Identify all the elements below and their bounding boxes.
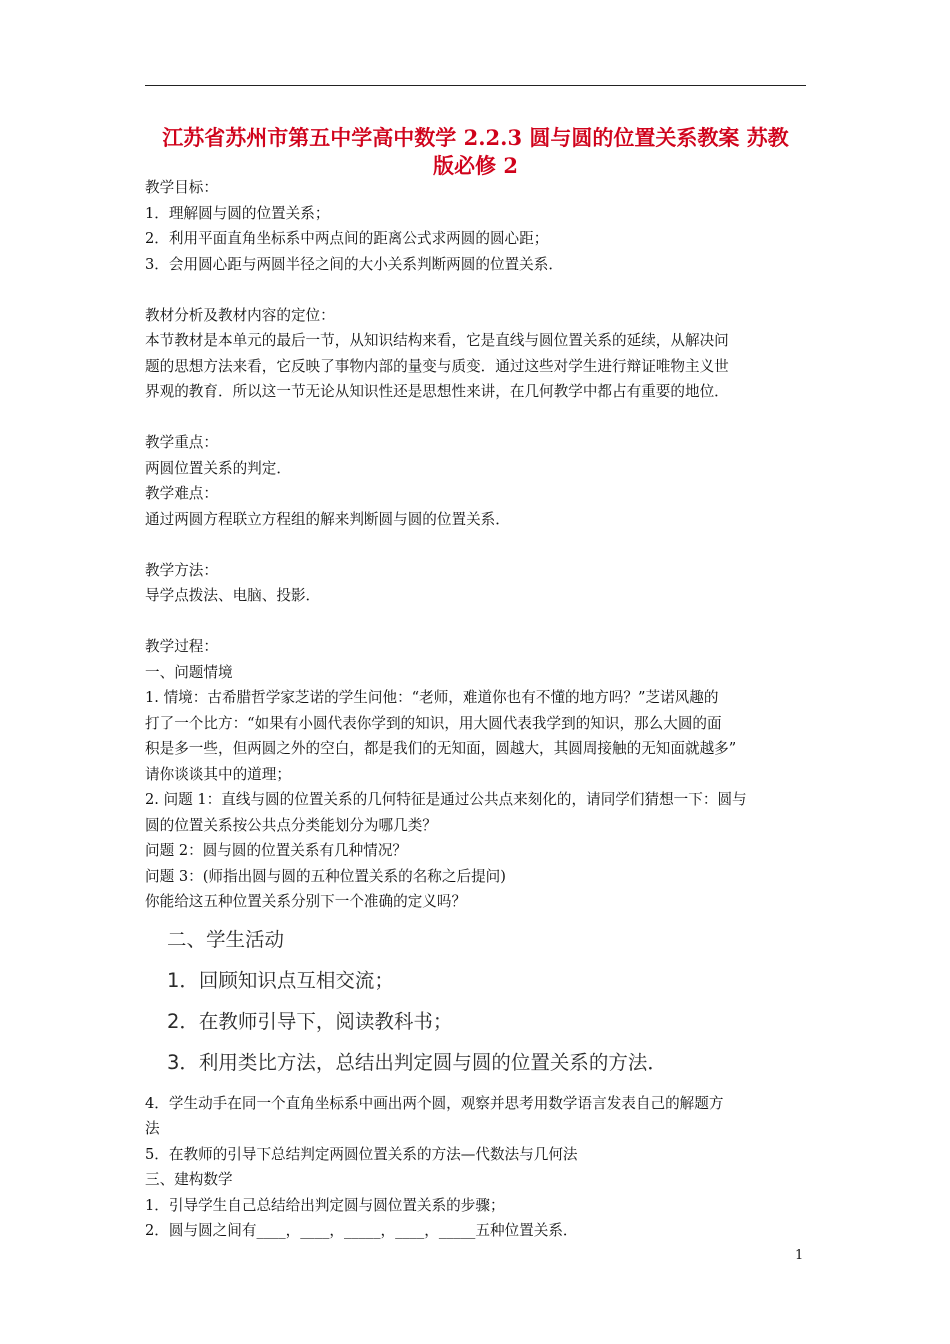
paragraph-line: 问题 3：(师指出圆与圆的五种位置关系的名称之后提问) xyxy=(145,867,506,885)
paragraph-line: 4．学生动手在同一个直角坐标系中画出两个圆，观察并思考用数学语言发表自己的解题方 xyxy=(145,1094,724,1112)
blank-line xyxy=(145,277,806,303)
paragraph-line: 你能给这五种位置关系分别下一个准确的定义吗？ xyxy=(145,893,467,910)
objective-item: 1．理解圆与圆的位置关系； xyxy=(145,204,330,222)
paragraph-line: 圆的位置关系按公共点分类能划分为哪几类？ xyxy=(145,816,437,834)
paragraph-line: 导学点拨法、电脑、投影． xyxy=(145,587,321,604)
student-activity-item: 3．利用类比方法，总结出判定圆与圆的位置关系的方法． xyxy=(167,1050,667,1074)
blank-line xyxy=(145,609,806,635)
paragraph-line: 积是多一些，但两圆之外的空白，都是我们的无知面，圆越大，其圆周接触的无知面就越多” xyxy=(145,740,737,757)
objective-item: 2．利用平面直角坐标系中两点间的距离公式求两圆的圆心距； xyxy=(145,230,549,247)
objective-item: 3．会用圆心距与两圆半径之间的大小关系判断两圆的位置关系． xyxy=(145,255,563,273)
paragraph-line: 5．在教师的引导下总结判定两圆位置关系的方法—代数法与几何法 xyxy=(145,1145,578,1163)
document-title xyxy=(145,124,806,180)
header-rule xyxy=(145,85,806,86)
title-line-1: 江苏省苏州市第五中学高中数学 2.2.3 圆与圆的位置关系教案 苏教 xyxy=(162,125,789,150)
student-activity-item: 2．在教师引导下，阅读教科书； xyxy=(167,1009,453,1033)
section-heading-methods: 教学方法： xyxy=(145,561,218,579)
subsection-heading: 三、建构数学 xyxy=(145,1171,233,1188)
section-heading-key-point: 教学重点： xyxy=(145,434,218,451)
subsection-heading: 一、问题情境 xyxy=(145,663,233,681)
paragraph-line: 两圆位置关系的判定． xyxy=(145,459,291,477)
paragraph-line: 2. 问题 1：直线与圆的位置关系的几何特征是通过公共点来刻化的，请同学们猜想一下：圆与 xyxy=(145,791,747,808)
paragraph-line: 法 xyxy=(145,1120,160,1137)
paragraph-line: 问题 2：圆与圆的位置关系有几种情况？ xyxy=(145,842,408,859)
blank-line xyxy=(145,532,806,558)
paragraph-line: 本节教材是本单元的最后一节，从知识结构来看，它是直线与圆位置关系的延续，从解决问 xyxy=(145,332,729,349)
blank-line xyxy=(145,405,806,431)
paragraph-line: 请你谈谈其中的道理； xyxy=(145,765,291,783)
paragraph-line: 1. 情境：古希腊哲学家芝诺的学生问他：“老师，难道你也有不懂的地方吗？”芝诺风趣的 xyxy=(145,689,719,706)
document-body xyxy=(145,175,806,1244)
title-line-2: 版必修 2 xyxy=(433,153,518,178)
paragraph-line: 2．圆与圆之间有____，____，_____，____，_____五种位置关系． xyxy=(145,1222,578,1239)
section-heading-objectives: 教学目标： xyxy=(145,179,218,196)
student-activity-heading: 二、学生活动 xyxy=(167,927,285,951)
paragraph-line: 打了一个比方：“如果有小圆代表你学到的知识，用大圆代表我学到的知识，那么大圆的面 xyxy=(145,714,722,732)
page-number: 1 xyxy=(795,1248,804,1263)
paragraph-line: 通过两圆方程联立方程组的解来判断圆与圆的位置关系． xyxy=(145,510,510,528)
paragraph-line: 题的思想方法来看，它反映了事物内部的量变与质变．通过这些对学生进行辩证唯物主义世 xyxy=(145,357,729,375)
paragraph-line: 1．引导学生自己总结给出判定圆与圆位置关系的步骤； xyxy=(145,1196,505,1214)
paragraph-line: 界观的教育．所以这一节无论从知识性还是思想性来讲，在几何教学中都占有重要的地位． xyxy=(145,383,729,400)
student-activity-item: 1．回顾知识点互相交流； xyxy=(167,968,394,992)
section-heading-material: 教材分析及教材内容的定位： xyxy=(145,306,335,324)
section-heading-difficulty: 教学难点： xyxy=(145,485,218,502)
section-heading-process: 教学过程： xyxy=(145,638,218,655)
